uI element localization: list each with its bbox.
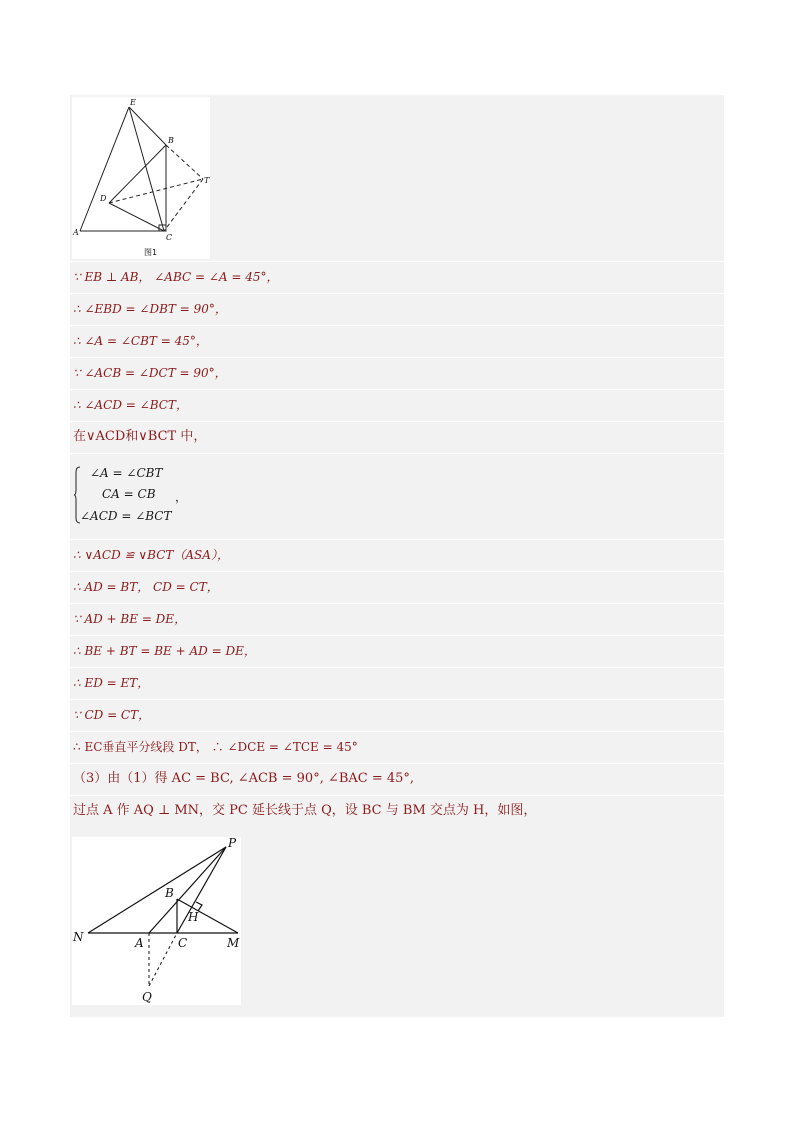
label-E: E [130, 98, 136, 107]
proof-line-5: ∴ ∠ACD = ∠BCT， [70, 389, 724, 421]
label-A-fig2: A [135, 936, 144, 950]
part-3-construction: 过点 A 作 AQ ⊥ MN，交 PC 延长线于点 Q，设 BC 与 BM 交点为 H，如图， [70, 795, 724, 827]
proof-line-12: ∵ CD = CT， [70, 699, 724, 731]
figure-1-caption: 图1 [144, 248, 158, 257]
proof-line-13: ∴ EC垂直平分线段 DT， ∴ ∠DCE = ∠TCE = 45° [70, 731, 724, 763]
figure-1 [72, 97, 210, 259]
proof-line-2: ∴ ∠EBD = ∠DBT = 90°， [70, 293, 724, 325]
label-C: C [166, 233, 173, 242]
label-H: H [188, 910, 199, 924]
equation-system [70, 453, 724, 539]
solution-panel [70, 95, 724, 1017]
system-row-1: ∠A = ∠CBT [90, 466, 163, 480]
label-B-fig2: B [165, 886, 174, 900]
proof-line-8: ∴ AD = BT， CD = CT， [70, 571, 724, 603]
system-trailing-comma: ， [175, 490, 188, 504]
proof-line-6: 在∨ACD和∨BCT 中， [70, 421, 724, 453]
label-N: N [73, 930, 84, 944]
proof-line-1: ∵ EB ⊥ AB， ∠ABC = ∠A = 45°， [70, 261, 724, 293]
figure-2-diagram [72, 837, 241, 1005]
part-3-intro: （3）由（1）得 AC = BC, ∠ACB = 90°, ∠BAC = 45°, [70, 763, 724, 795]
label-B: B [168, 136, 174, 145]
proof-line-4: ∵ ∠ACB = ∠DCT = 90°， [70, 357, 724, 389]
system-row-3: ∠ACD = ∠BCT [80, 509, 172, 523]
label-T: T [204, 176, 210, 185]
label-P: P [228, 837, 237, 850]
figure-2 [72, 837, 241, 1005]
system-row-2: CA = CB [102, 487, 156, 501]
proof-line-11: ∴ ED = ET， [70, 667, 724, 699]
proof-line-3: ∴ ∠A = ∠CBT = 45°， [70, 325, 724, 357]
label-D: D [100, 194, 107, 203]
figure-1-diagram [72, 97, 210, 259]
proof-line-7: ∴ ∨ACD ≌ ∨BCT（ASA）， [70, 539, 724, 571]
label-C-fig2: C [178, 936, 188, 950]
proof-line-10: ∴ BE + BT = BE + AD = DE， [70, 635, 724, 667]
label-Q: Q [142, 990, 152, 1004]
label-M: M [227, 936, 240, 950]
label-A: A [73, 228, 79, 237]
proof-line-9: ∵ AD + BE = DE， [70, 603, 724, 635]
